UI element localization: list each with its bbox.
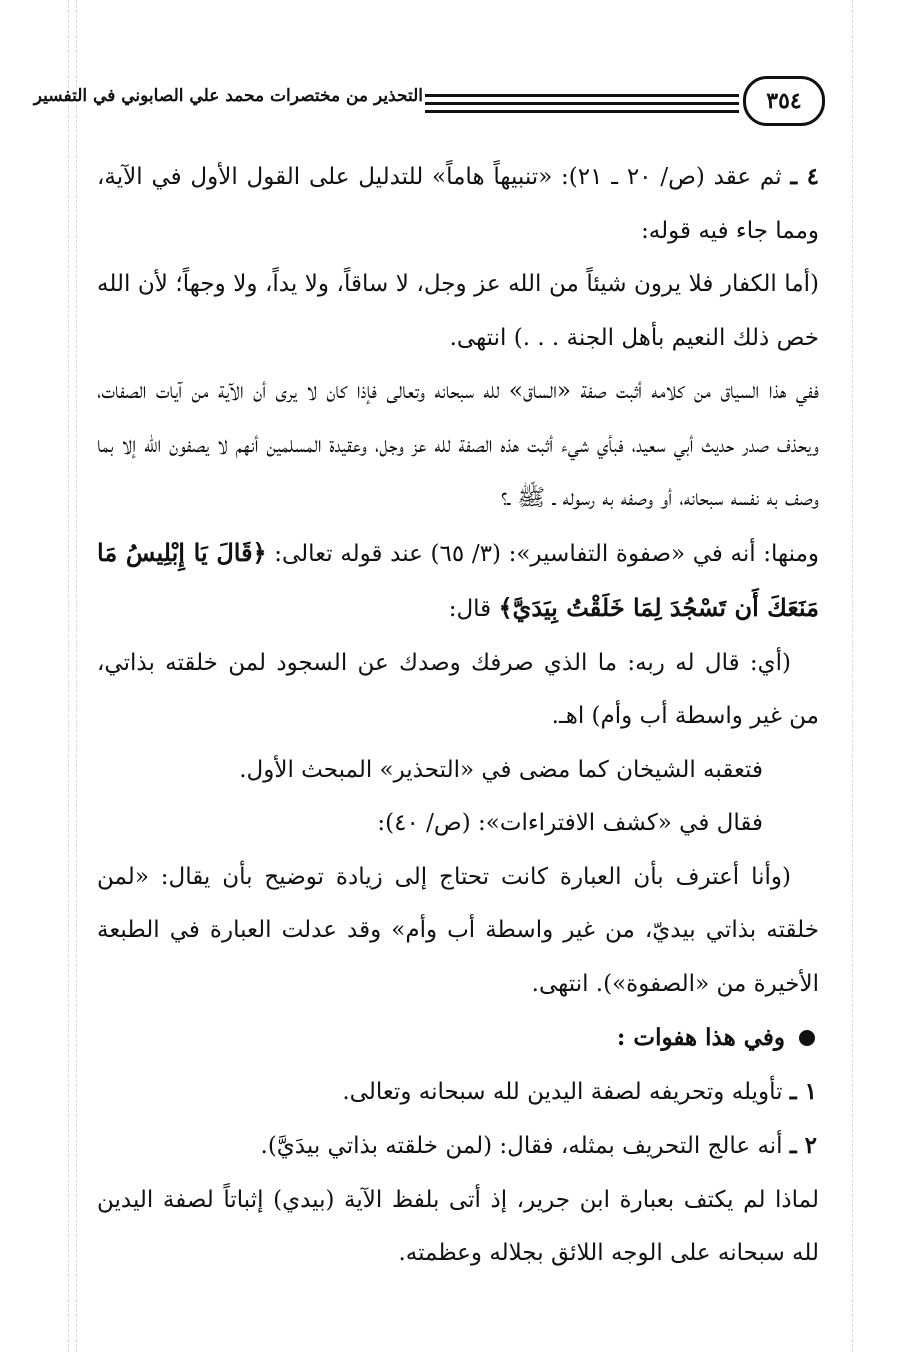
paragraph-3: فتعقبه الشيخان كما مضى في «التحذير» المبحث الأول.: [239, 756, 763, 783]
quote-1: (أما الكفار فلا يرون شيئاً من الله عز وجل، لا ساقاً، ولا يداً، ولا وجهاً؛ لأن الله خص ذلك النعيم بأهل الجنة . . .) انتهى.: [97, 271, 819, 351]
scan-artifact-line: [852, 0, 853, 1352]
paragraph-4: فقال في «كشف الافتراءات»: (ص/ ٤٠):: [377, 810, 763, 836]
closing-paragraph: لماذا لم يكتف بعبارة ابن جرير، إذ أتى بلفظ الآية (بيدي) إثباتاً لصفة اليدين لله سبحانه على الوجه اللائق بجلاله وعظمته.: [97, 1186, 819, 1266]
scan-artifact-line: [76, 0, 77, 1352]
points-heading-row: [97, 1011, 819, 1065]
paragraph-1: ففي هذا السياق من كلامه أثبت صفة «الساق» لله سبحانه وتعالى فإذا كان لا يرى أن الآية من آيات الصفات، ويحذف صدر حديث أبي سعيد، فبأي شيء أثبت هذه الصفة لله عز وجل، وعقيدة المسلمين أنهم لا يصفون الله إلا بما وصف به نفسه سبحانه، أو وصفه به رسوله ـ ﷺ ـ؟: [97, 378, 819, 511]
list-item: [97, 1119, 819, 1174]
paragraph-2-start: ومنها: أنه في «صفوة التفاسير»: (٣/ ٦٥) عند قوله تعالى:: [274, 540, 820, 567]
page-body: [97, 150, 819, 1281]
bullet-icon: [799, 1030, 815, 1046]
list-item-number: ١ ـ: [789, 1077, 817, 1105]
page-number-badge: [743, 76, 825, 126]
list-item-number: ٢ ـ: [789, 1132, 817, 1159]
item-4: [97, 150, 819, 258]
header-rule: [425, 102, 739, 105]
paragraph-2: [97, 526, 819, 637]
list-item-text: تأويله وتحريفه لصفة اليدين لله سبحانه وتعالى.: [342, 1078, 783, 1105]
item-4-text: ثم عقد (ص/ ٢٠ ـ ٢١): «تنبيهاً هاماً» للتدليل على القول الأول في الآية، ومما جاء فيه قوله:: [97, 164, 819, 244]
quote-2: (أي: قال له ربه: ما الذي صرفك وصدك عن السجود لمن خلقته بذاتي، من غير واسطة أب وأم) اهـ.: [97, 649, 819, 729]
quran-verse: ﴿قَالَ يَا إِبْلِيسُ مَا مَنَعَكَ أَن تَسْجُدَ لِمَا خَلَقْتُ بِيَدَيَّ﴾: [97, 537, 819, 622]
running-title: التحذير من مختصرات محمد علي الصابوني في التفسير: [33, 86, 423, 106]
paragraph-2-end: قال:: [448, 596, 492, 622]
points-heading: وفي هذا هفوات :: [616, 1024, 785, 1051]
list-item-text: أنه عالج التحريف بمثله، فقال: (لمن خلقته بذاتي بيدَيَّ).: [260, 1133, 783, 1159]
page-number: ٣٥٤: [766, 88, 802, 114]
item-4-number: ٤ ـ: [790, 163, 819, 190]
scan-artifact-line: [68, 0, 69, 1352]
page-header: [33, 72, 825, 128]
quote-3: (وأنا أعترف بأن العبارة كانت تحتاج إلى زيادة توضيح بأن يقال: «لمن خلقته بذاتي بيديّ، من غير واسطة أب وأم» وقد عدلت العبارة في الطبعة الأخيرة من «الصفوة»). انتهى.: [97, 863, 819, 997]
header-rule: [425, 110, 739, 113]
header-rule: [425, 94, 739, 97]
list-item: [97, 1065, 819, 1120]
